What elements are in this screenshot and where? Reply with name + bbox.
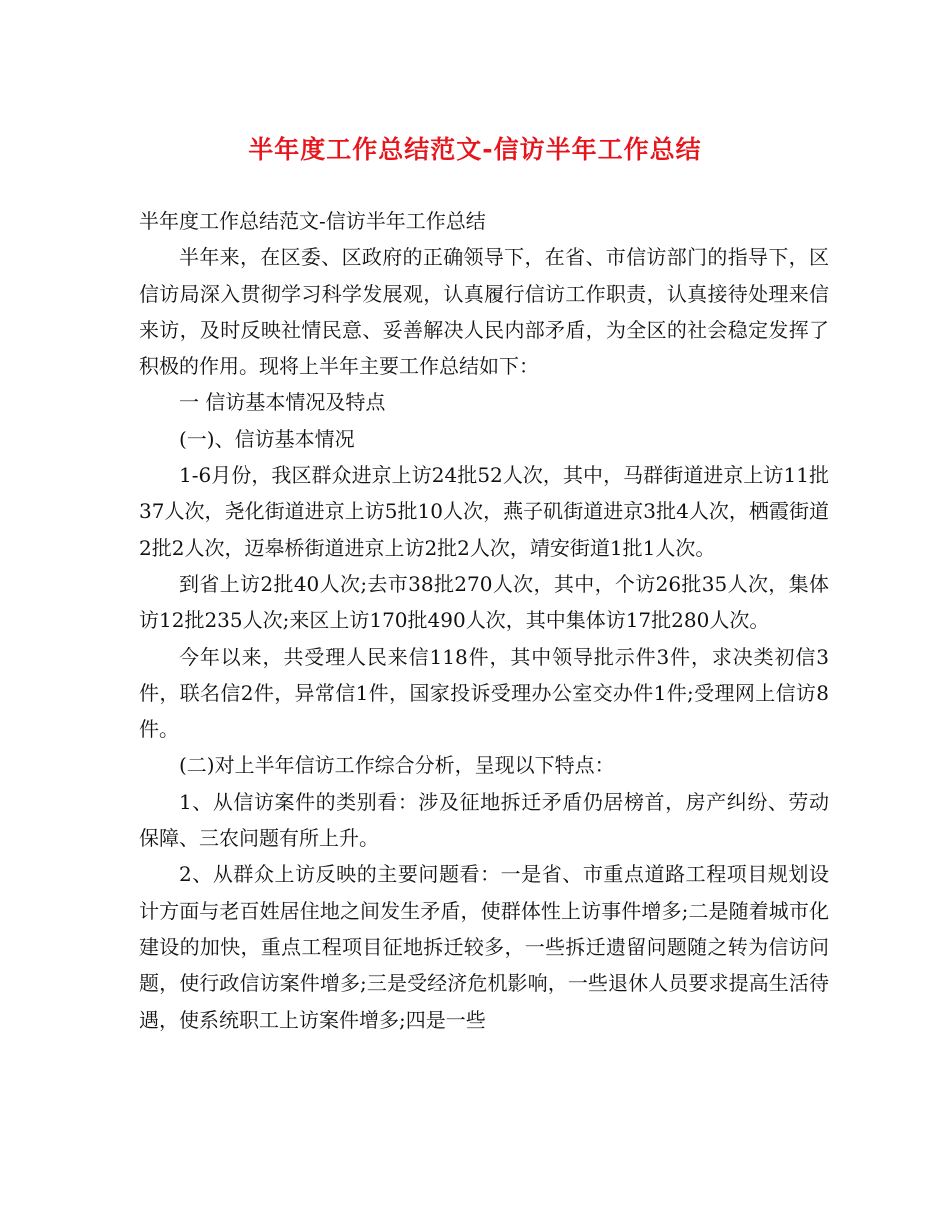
paragraph-petitions-beijing: 1-6月份，我区群众进京上访24批52人次，其中，马群街道进京上访11批37人次，尧化街道进京上访5批10人次，燕子矶街道进京3批4人次，栖霞街道2批2人次，迈皋桥街道进京上访2批2人次，靖安街道1批1人次。 (139, 463, 829, 560)
paragraph-feature-2: 2、从群众上访反映的主要问题看：一是省、市重点道路工程项目规划设计方面与老百姓居住地之间发生矛盾，使群体性上访事件增多;二是随着城市化建设的加快，重点工程项目征地拆迁较多，一些拆迁遗留问题随之转为信访问题，使行政信访案件增多;三是受经济危机影响，一些退休人员要求提高生活待遇，使系统职工上访案件增多;四是一些 (139, 862, 829, 1032)
paragraph-feature-1: 1、从信访案件的类别看：涉及征地拆迁矛盾仍居榜首，房产纠纷、劳动保障、三农问题有所上升。 (139, 789, 829, 851)
document-title: 半年度工作总结范文-信访半年工作总结 (248, 135, 702, 164)
paragraph-intro: 半年来，在区委、区政府的正确领导下，在省、市信访部门的指导下，区信访局深入贯彻学习科学发展观，认真履行信访工作职责，认真接待处理来信来访，及时反映社情民意、妥善解决人民内部矛盾，为全区的社会稳定发挥了积极的作用。现将上半年主要工作总结如下： (139, 245, 829, 379)
subsection-heading-2: (二)对上半年信访工作综合分析，呈现以下特点： (179, 753, 615, 778)
paragraph-letters: 今年以来，共受理人民来信118件，其中领导批示件3件，求决类初信3件，联名信2件，异常信1件，国家投诉受理办公室交办件1件;受理网上信访8件。 (139, 644, 829, 742)
subsection-heading-1: (一)、信访基本情况 (179, 426, 355, 451)
document-body (139, 203, 829, 1038)
paragraph-petitions-province-city: 到省上访2批40人次;去市38批270人次，其中，个访26批35人次，集体访12批235人次;来区上访170批490人次，其中集体访17批280人次。 (139, 571, 829, 633)
section-heading-1: 一 信访基本情况及特点 (179, 390, 386, 415)
document-subtitle: 半年度工作总结范文-信访半年工作总结 (139, 209, 486, 233)
